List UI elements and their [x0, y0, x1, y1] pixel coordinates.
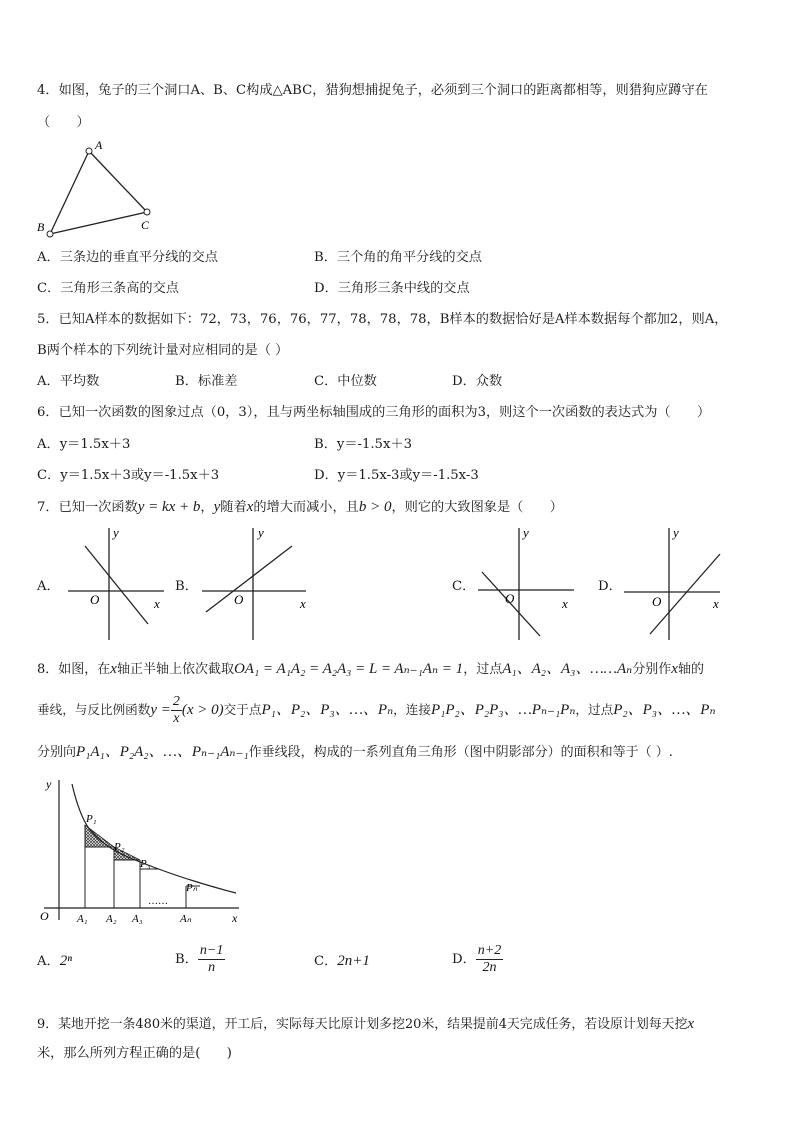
axis-x-label: x [562, 596, 568, 611]
function-line [85, 546, 148, 624]
fig-y-label: y [46, 777, 52, 791]
q7-graph-b [196, 524, 316, 642]
fig-a1-label: A₁ [77, 913, 88, 925]
fig-p1-label: P₁ [86, 813, 97, 825]
q8-figure [34, 770, 244, 930]
q8-option-b-num: n−1 [199, 943, 224, 958]
fig-pn-label: Pₙ [186, 882, 198, 894]
q6-option-d[interactable]: D．y＝1.5x-3或y＝-1.5x-3 [314, 468, 479, 483]
fig-origin-label: O [40, 909, 49, 923]
q4-option-d[interactable]: D．三角形三条中线的交点 [314, 281, 470, 296]
q7-var-y: y [213, 499, 221, 515]
fig-p3-label: P₃ [140, 858, 151, 870]
q8-s1d: 分别作 [632, 662, 672, 677]
fig-x-label: x [232, 911, 238, 925]
q8-s3segs: P₁A₁、P₂A₂、…、Pₙ₋₁Aₙ₋₁ [76, 744, 249, 760]
q8-stem-line2 [37, 693, 716, 727]
q8-s2b: 交于点 [223, 702, 262, 717]
q7-option-d[interactable]: D． [598, 579, 622, 594]
q7-stem-mid1: ， [200, 500, 214, 515]
q8-stem-line1 [37, 660, 704, 679]
q7-stem-post: ，则它的大致图象是（ ） [391, 500, 563, 515]
q8-s1b: 轴正半轴上依次截取 [116, 662, 234, 677]
q8-s3a: 分别向 [37, 745, 77, 760]
q8-s2pts2: P₂、P₃、…、Pₙ [613, 702, 716, 718]
origin-label: O [505, 591, 515, 606]
q8-option-b[interactable] [175, 942, 225, 978]
q8-option-b-label: B． [175, 952, 198, 967]
label-c: C [141, 218, 150, 232]
q5-option-b[interactable]: B．标准差 [175, 374, 238, 389]
q7-option-a[interactable]: A． [37, 579, 60, 594]
q7-stem-mid3: 的增大而减小，且 [253, 500, 359, 515]
q7-graph-a [60, 524, 170, 642]
axis-y-label: y [258, 525, 264, 540]
q6-option-c[interactable]: C．y＝1.5x＋3或y＝-1.5x＋3 [37, 468, 220, 483]
hole-b-icon [47, 231, 53, 237]
q8-s3b: 作垂线段，构成的一系列直角三角形（图中阴影部分）的面积和等于（ ）. [248, 745, 673, 760]
q4-paren: （ ） [37, 115, 90, 130]
axis-x-label: x [713, 596, 719, 611]
q9-stem1: 9．某地开挖一条480米的渠道，开工后，实际每天比原计划多挖20米，结果提前4天完成任务，若设原计划每天挖 [37, 1017, 688, 1032]
q8-option-a-label: A． [37, 954, 60, 969]
q7-option-c[interactable]: C． [452, 579, 476, 594]
q8-option-d-label: D． [452, 952, 476, 967]
q8-s2pts: P₁、P₂、P₃、…、Pₙ [261, 702, 394, 718]
q4-option-c[interactable]: C．三角形三条高的交点 [37, 281, 179, 296]
q4-option-a[interactable]: A．三条边的垂直平分线的交点 [37, 250, 218, 265]
fig-an-label: Aₙ [180, 913, 192, 925]
function-line [206, 546, 292, 612]
fig-a2-label: A₂ [106, 913, 117, 925]
axis-y-label: y [523, 525, 529, 540]
q8-option-b-den: n [208, 960, 216, 975]
q8-s2d: ，过点 [575, 702, 614, 717]
label-a: A [95, 138, 103, 152]
q8-option-a[interactable] [37, 952, 72, 971]
q7-stem-pre: 7．已知一次函数 [37, 500, 138, 515]
q8-s2segs: P₁P₂、P₂P₃、…Pₙ₋₁Pₙ [430, 702, 576, 718]
q8-s1pts: A₁、A₂、A₃、……Aₙ [502, 661, 633, 677]
q8-s1x2: x [671, 661, 678, 677]
triangle-side-ab [50, 151, 89, 234]
q8-s2cond: (x > 0) [181, 702, 224, 718]
origin-label: O [234, 592, 244, 607]
q9-var-x: x [687, 1016, 695, 1032]
q8-option-c-label: C． [314, 954, 338, 969]
q8-option-c-value: 2n+1 [337, 953, 370, 969]
origin-label: O [90, 592, 100, 607]
q8-s2y: y = [150, 702, 171, 718]
q8-option-c[interactable] [314, 952, 370, 971]
q5-option-d[interactable]: D．众数 [452, 374, 503, 389]
q8-s2c: ，连接 [393, 702, 431, 717]
q5-stem-line2: B两个样本的下列统计量对应相同的是（ ） [37, 343, 289, 358]
q7-graph-d [620, 524, 730, 642]
axis-x-label: x [300, 596, 306, 611]
q9-stem-line2: 米，那么所列方程正确的是( ) [37, 1046, 232, 1061]
q8-option-d-fraction [476, 943, 503, 976]
q8-option-d-den: 2n [482, 960, 497, 975]
q6-option-b[interactable]: B．y＝-1.5x＋3 [314, 437, 412, 452]
q4-option-b[interactable]: B．三个角的角平分线的交点 [314, 250, 482, 265]
q8-option-d-num: n+2 [477, 943, 502, 958]
q8-fraction [171, 694, 182, 727]
fig-a3-label: A₃ [132, 913, 143, 925]
q7-option-b[interactable]: B． [175, 579, 198, 594]
q7-formula: y = kx + b [137, 499, 201, 515]
q8-option-b-fraction [198, 943, 225, 976]
q8-option-a-value: 2ⁿ [59, 953, 72, 969]
q7-graph-c [474, 524, 584, 642]
q7-stem [37, 498, 563, 517]
q7-stem-mid2: 随着 [220, 500, 247, 515]
q8-option-d[interactable] [452, 942, 503, 978]
q6-stem: 6．已知一次函数的图象过点（0，3），且与两坐标轴围成的三角形的面积为3，则这个一次函数的表达式为（ ） [37, 405, 711, 420]
q5-option-a[interactable]: A．平均数 [37, 374, 100, 389]
q4-stem: 4．如图，兔子的三个洞口A、B、C构成△ABC，猎狗想捕捉兔子，必须到三个洞口的距离都相等，则猎狗应蹲守在 [37, 83, 708, 98]
q8-s1a: 8．如图，在 [37, 662, 111, 677]
q9-stem-line1 [37, 1015, 694, 1034]
fig-dots: …… [148, 896, 168, 907]
hole-a-icon [86, 148, 92, 154]
q8-s1c: ，过点 [463, 662, 503, 677]
origin-label: O [652, 594, 662, 609]
axis-x-label: x [154, 596, 160, 611]
q7-condition: b > 0 [358, 499, 392, 515]
q8-s1x: x [110, 661, 117, 677]
fig-p2-label: P₂ [114, 841, 125, 853]
q6-option-a[interactable]: A．y＝1.5x＋3 [37, 437, 131, 452]
q5-option-c[interactable]: C．中位数 [314, 374, 377, 389]
q8-s1eq: OA₁ = A₁A₂ = A₂A₃ = L = Aₙ₋₁Aₙ = 1 [233, 661, 464, 677]
triangle-side-bc [50, 212, 147, 234]
q7-var-x: x [246, 499, 254, 515]
triangle-side-ac [89, 151, 147, 212]
hole-c-icon [144, 209, 150, 215]
q8-s2a: 垂线，与反比例函数 [37, 702, 151, 717]
label-b: B [37, 220, 45, 234]
q8-stem-line3 [37, 743, 673, 762]
axis-y-label: y [673, 525, 679, 540]
q8-frac-den: x [173, 711, 180, 726]
axis-y-label: y [113, 525, 119, 540]
q8-s1e: 轴的 [677, 662, 704, 677]
q5-stem-line1: 5．已知A样本的数据如下：72，73，76，76，77，78，78，78，B样本的数据恰好是A样本数据每个都加2，则A， [37, 312, 728, 327]
q4-triangle-figure [34, 136, 164, 242]
q8-frac-num: 2 [172, 694, 180, 709]
